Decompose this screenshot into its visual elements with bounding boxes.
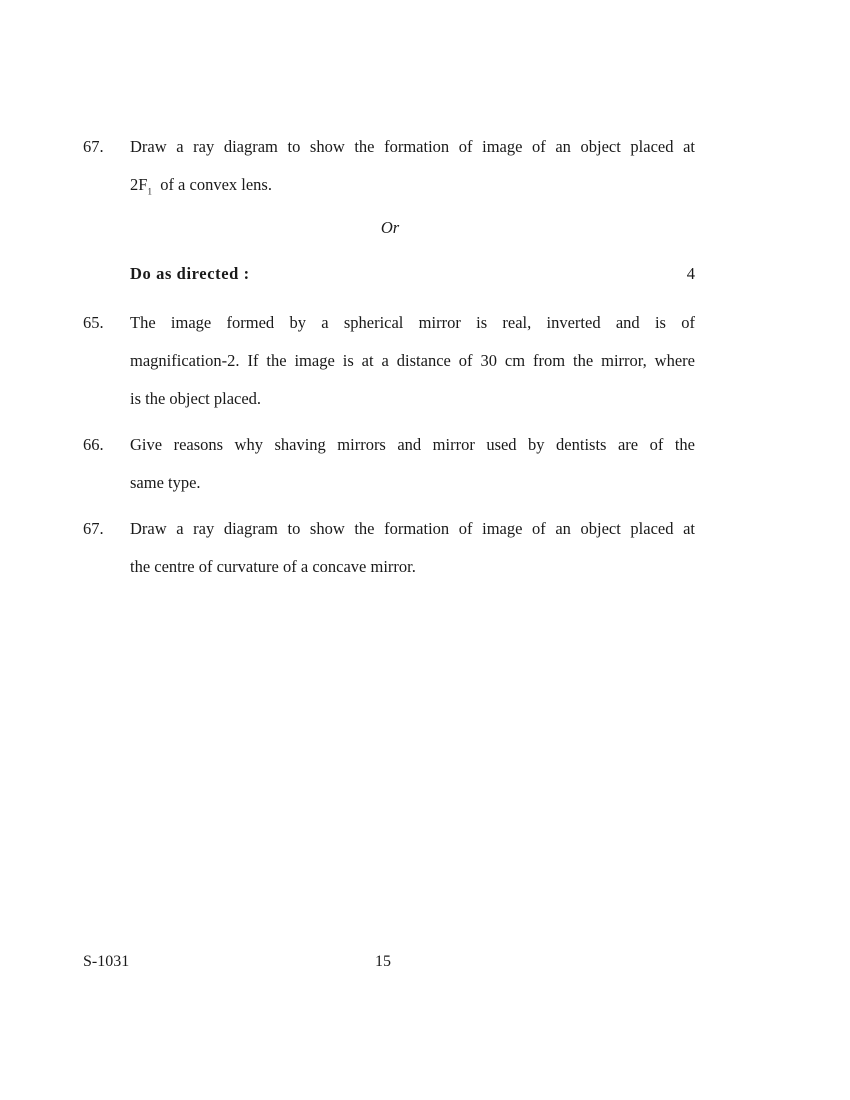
question-number: 66. <box>83 435 104 454</box>
page-number: 15 <box>375 953 391 970</box>
question-term: 2F <box>130 175 148 194</box>
question-text <box>130 128 695 210</box>
question-line <box>130 166 695 210</box>
question-number: 67. <box>83 519 104 538</box>
question-number: 65. <box>83 313 104 332</box>
question-line: The image formed by a spherical mirror is real, inverted and is of <box>130 313 695 332</box>
question-line: Give reasons why shaving mirrors and mirror used by dentists are of the <box>130 435 695 454</box>
question-65 <box>83 304 695 418</box>
question-67-lens <box>83 128 695 210</box>
question-line: is the object placed. <box>130 389 262 408</box>
question-line: Draw a ray diagram to show the formation of image of an object placed at <box>130 519 695 538</box>
section-instruction <box>130 264 695 284</box>
question-line: same type. <box>130 473 201 492</box>
question-67-mirror <box>83 510 695 586</box>
question-text <box>130 426 695 502</box>
subscript: 1 <box>147 186 152 197</box>
or-separator: Or <box>380 218 400 237</box>
question-number: 67. <box>83 137 104 156</box>
question-line: the centre of curvature of a concave mirror. <box>130 557 416 576</box>
question-term-rest: of a convex lens. <box>160 175 272 194</box>
question-66 <box>83 426 695 502</box>
question-text <box>130 304 695 418</box>
question-text <box>130 510 695 586</box>
instruction-label: Do as directed : <box>130 264 250 283</box>
marks-value: 4 <box>686 264 695 283</box>
question-line: Draw a ray diagram to show the formation of image of an object placed at <box>130 137 695 156</box>
paper-code: S-1031 <box>83 953 130 970</box>
question-line: magnification-2. If the image is at a distance of 30 cm from the mirror, where <box>130 351 695 370</box>
